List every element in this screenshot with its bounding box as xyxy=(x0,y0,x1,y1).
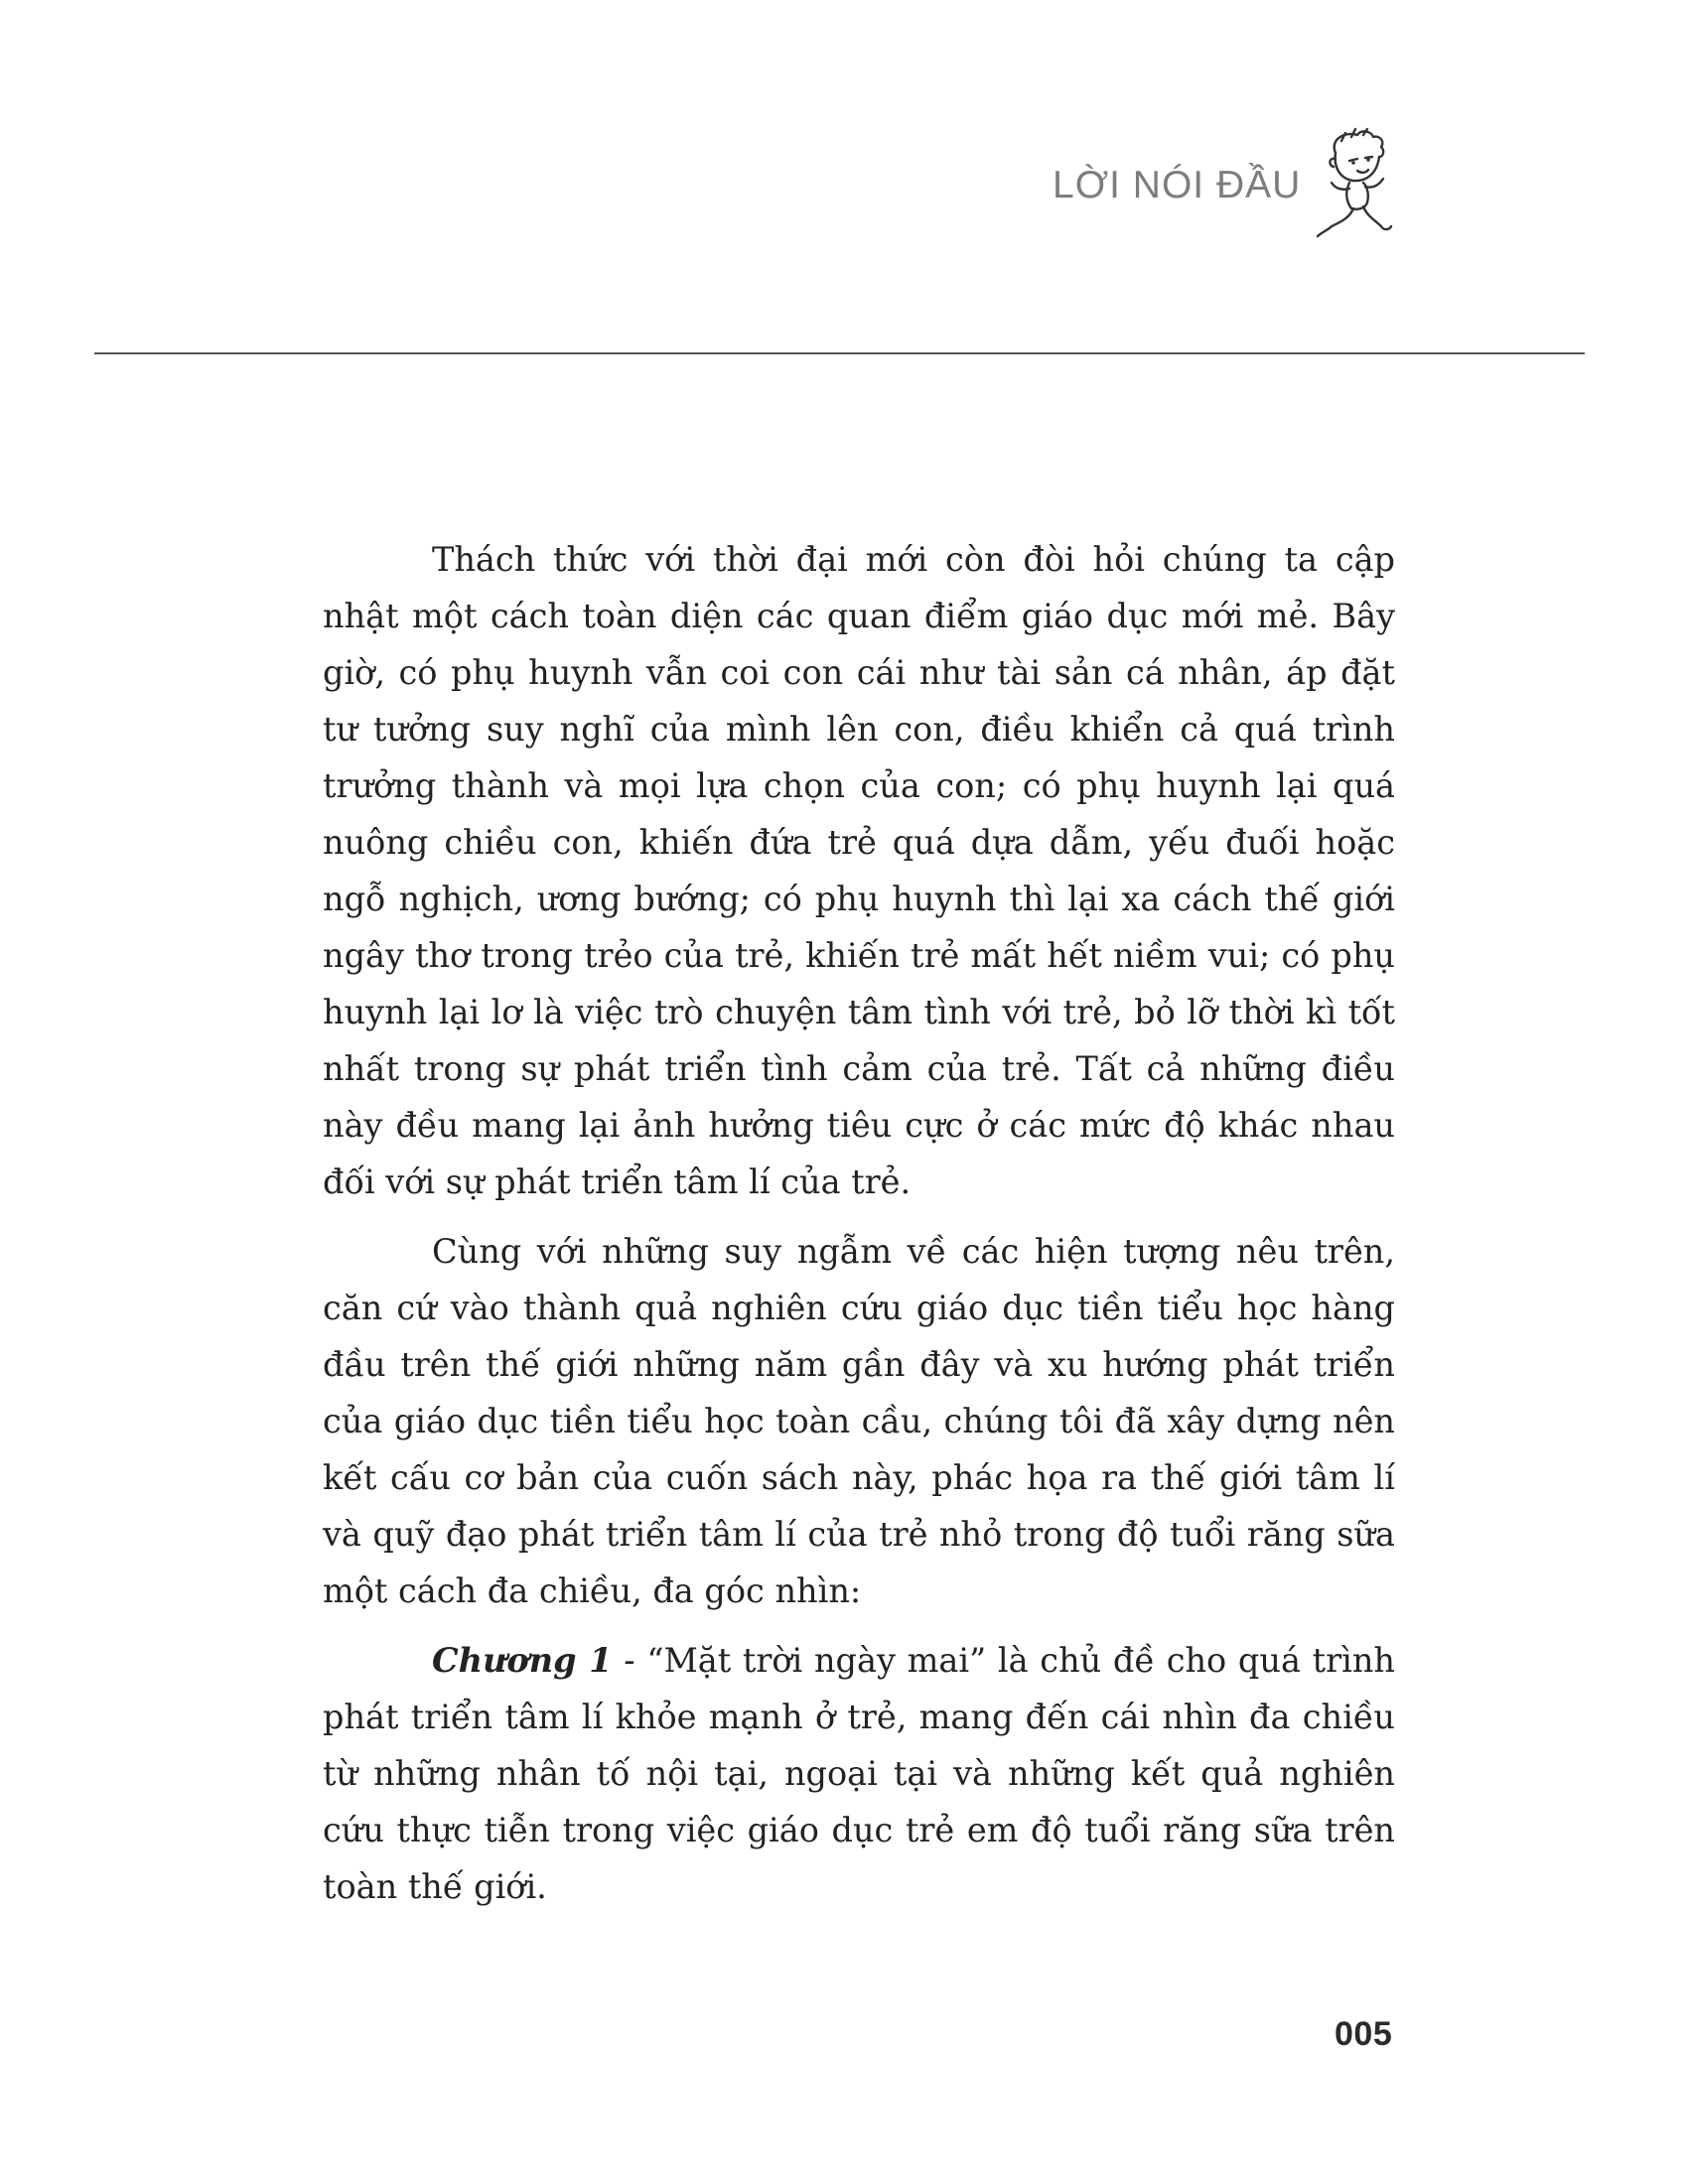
paragraph-2: Cùng với những suy ngẫm về các hiện tượng nêu trên, căn cứ vào thành quả nghiên cứu giáo dục tiền tiểu học hàng đầu trên thế giới những năm gần đây và xu hướng phát triển của giáo dục tiền tiểu học toàn cầu, chúng tôi đã xây dựng nên kết cấu cơ bản của cuốn sách này, phác họa ra thế giới tâm lí và quỹ đạo phát triển tâm lí của trẻ nhỏ trong độ tuổi răng sữa một cách đa chiều, đa góc nhìn: xyxy=(323,1232,1395,1610)
header-divider xyxy=(94,352,1585,354)
section-title: LỜI NÓI ĐẦU xyxy=(1053,164,1302,206)
running-boy-icon xyxy=(1306,127,1397,246)
paragraph-1: Thách thức với thời đại mới còn đòi hỏi chúng ta cập nhật một cách toàn diện các quan điểm giáo dục mới mẻ. Bây giờ, có phụ huynh vẫn coi con cái như tài sản cá nhân, áp đặt tư tưởng suy nghĩ của mình lên con, điều khiển cả quá trình trưởng thành và mọi lựa chọn của con; có phụ huynh lại quá nuông chiều con, khiến đứa trẻ quá dựa dẫm, yếu đuối hoặc ngỗ nghịch, ương bướng; có phụ huynh thì lại xa cách thế giới ngây thơ trong trẻo của trẻ, khiến trẻ mất hết niềm vui; có phụ huynh lại lơ là việc trò chuyện tâm tình với trẻ, bỏ lỡ thời kì tốt nhất trong sự phát triển tình cảm của trẻ. Tất cả những điều này đều mang lại ảnh hưởng tiêu cực ở các mức độ khác nhau đối với sự phát triển tâm lí của trẻ. xyxy=(323,540,1395,1201)
page-number: 005 xyxy=(1335,2015,1393,2053)
chapter-separator: - xyxy=(612,1641,647,1680)
chapter-label: Chương 1 xyxy=(432,1641,613,1680)
main-text xyxy=(323,531,1395,1928)
chapter-description: “Mặt trời ngày mai” là chủ đề cho quá trình phát triển tâm lí khỏe mạnh ở trẻ, mang đến cái nhìn đa chiều từ những nhân tố nội tại, ngoại tại và những kết quả nghiên cứu thực tiễn trong việc giáo dục trẻ em độ tuổi răng sữa trên toàn thế giới. xyxy=(323,1641,1395,1906)
paragraph-3 xyxy=(323,1632,1395,1915)
page-header xyxy=(0,0,1688,357)
